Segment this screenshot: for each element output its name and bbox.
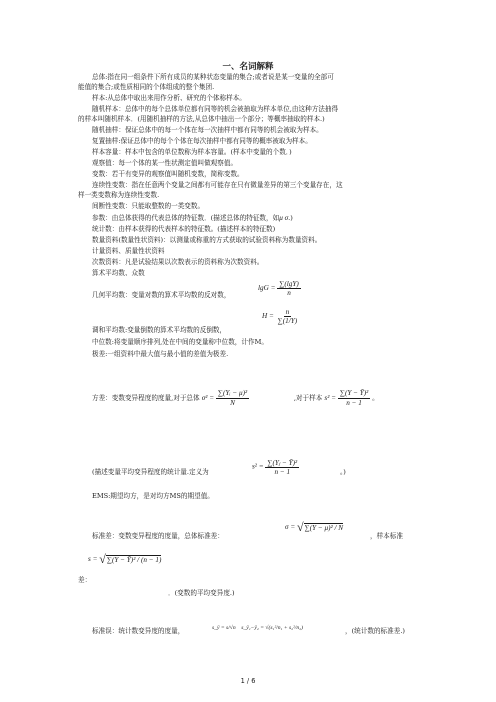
- text-line: 的样本叫随机样本．(用随机抽样的方法,从总体中抽出一个部分；等概率抽取的样本.): [78, 115, 325, 123]
- text-line: 极差:一组资料中最大值与最小值的差值为极差.: [92, 350, 229, 358]
- fraction: [216, 389, 249, 408]
- text-span: ,对于样本: [293, 394, 323, 403]
- fraction: [277, 280, 301, 297]
- text-line: 标准差：变数变异程度的度量，总体标准差：: [92, 532, 224, 540]
- text-line: 次数资料：凡是试验结果以次数表示的资料称为次数资料。: [92, 258, 264, 266]
- formula-lhs: s =: [88, 555, 100, 564]
- denominator: n − 1: [274, 468, 291, 476]
- text-line: 统计数：由样本获得的代表样本的特征数。(描述样本的特征数): [92, 225, 276, 233]
- standard-error-formula: [212, 625, 303, 631]
- text-line: 变数：若干有变异的观察值叫随机变数，简称变数。: [92, 170, 244, 178]
- text-line: 随机抽样：保证总体中的每一个体在每一次抽样中都有同等的机会被取为样本。: [92, 126, 323, 134]
- fraction: [338, 389, 371, 408]
- se-mean: s_ȳ = s/√n: [212, 625, 236, 631]
- text-line: 能值的集合;或性质相同的个体组成的整个集团.: [78, 83, 215, 91]
- text-line: 间断性变数：只能取整数的一类变数。: [92, 202, 205, 210]
- radicand: ∑(Y − μ)² / N: [304, 524, 344, 532]
- square-root: [297, 520, 343, 535]
- formula-lhs: σ² =: [201, 394, 216, 403]
- text-span: 参数：由总体获得的代表总体的特征数．(描述总体的特征数，如: [92, 214, 280, 222]
- fraction: [265, 458, 299, 476]
- text-line: ．(变数的平均变异度.): [168, 589, 235, 597]
- denominator: ∑(1/Y): [277, 317, 298, 325]
- text-line: EMS:期望均方，是对均方MS的期望值。: [92, 492, 214, 500]
- text-line: 标准误：统计数变异度的度量，: [92, 627, 185, 635]
- text-line: 观察值：每一个体的某一性状测定值叫做观察值。: [92, 159, 238, 167]
- variance-definition-formula: [252, 458, 299, 476]
- text-span: .): [288, 214, 293, 222]
- text-line: 算术平均数、众数: [92, 269, 145, 277]
- text-line: 计量资料、质量性状资料: [92, 247, 165, 255]
- population-variance-formula: [202, 389, 292, 408]
- text-line: ，样本标准: [370, 532, 403, 540]
- formula-lhs: lgG =: [258, 284, 278, 293]
- population-sd-formula: [285, 520, 343, 535]
- harmonic-mean-formula: [262, 308, 299, 325]
- formula-lhs: s² =: [324, 394, 338, 403]
- text-line: 调和平均数:变量倒数的算术平均数的反倒数，: [92, 326, 227, 334]
- text-line: 连续性变数：指在任意两个变量之间都有可能存在只有微量差异的第三个变量存在，这: [92, 181, 343, 189]
- numerator: ∑(Yⱼ − Ȳ)²: [267, 459, 298, 467]
- text-line: 数量资料(数量性状资料)：以测量或称重的方式获取的试验资料称为数量资料。: [92, 236, 322, 244]
- sample-sd-formula: [88, 552, 161, 567]
- numerator: ∑(lgY): [279, 280, 299, 288]
- text-span: 。: [372, 394, 379, 403]
- section-title: 一、名词解释: [222, 62, 274, 72]
- fraction: [276, 308, 300, 325]
- numerator: n: [285, 308, 290, 316]
- denominator: N: [230, 399, 235, 407]
- text-line: 复置抽样:保证总体中的每个个体在每次抽样中都有同等的概率被取为样本。: [92, 137, 312, 145]
- text-line: 样本容量：样本中包含的单位数称为样本容量。(样本中变量的个数．): [92, 148, 292, 156]
- text-line: 几何平均数：变量对数的算术平均数的反对数，: [92, 291, 231, 299]
- formula-lhs: σ =: [285, 523, 297, 532]
- text-line: (描述变量平均变异程度的统计量.定义为: [92, 468, 209, 476]
- radicand: ∑(Y − Ȳ)² / (n − 1): [106, 556, 162, 564]
- text-line: 差：: [78, 576, 92, 584]
- text-line: 随机样本：总体中的每个总体单位都有同等的机会被抽取为样本单位,由这种方法抽得: [92, 105, 339, 113]
- radical-sign: √: [99, 552, 106, 566]
- text-line: 中位数:将变量顺序排列,处在中间的变量称中位数，计作M。: [92, 338, 268, 346]
- formula-lhs: s² =: [252, 462, 266, 471]
- text-line: 总体:指在同一组条件下所有成员的某种状态变量的集合;或者说是某一变量的全部可: [92, 73, 334, 81]
- denominator: n: [287, 289, 291, 297]
- geometric-mean-formula: [258, 280, 301, 297]
- numerator: ∑(Yᵢ − μ)²: [217, 389, 248, 397]
- radical-sign: √: [297, 520, 304, 534]
- text-line: 样本:从总体中取出来用作分析、研究的个体称样本。: [92, 94, 246, 102]
- text-line: [92, 214, 293, 223]
- page-number: 1 / 6: [240, 677, 256, 685]
- text-line: 样一类变数称为连续性变数.: [78, 191, 160, 199]
- text-line: ，(统计数的标准差.): [345, 627, 405, 635]
- sample-variance-formula: [324, 389, 372, 407]
- param-symbols: μ σ: [279, 214, 289, 222]
- square-root: [99, 552, 161, 567]
- numerator: ∑(Y − Ȳ)²: [339, 389, 369, 397]
- formula-lhs: H =: [262, 312, 276, 321]
- text-span: 方差：变数变异程度的度量,对于总体: [92, 394, 200, 403]
- text-line: [92, 389, 422, 408]
- denominator: n − 1: [346, 399, 362, 407]
- text-line: 。): [340, 468, 346, 476]
- se-difference: s_ȳ₁−ȳ₂ = √(s₁²/n₁ + s₂²/n₂): [241, 625, 303, 631]
